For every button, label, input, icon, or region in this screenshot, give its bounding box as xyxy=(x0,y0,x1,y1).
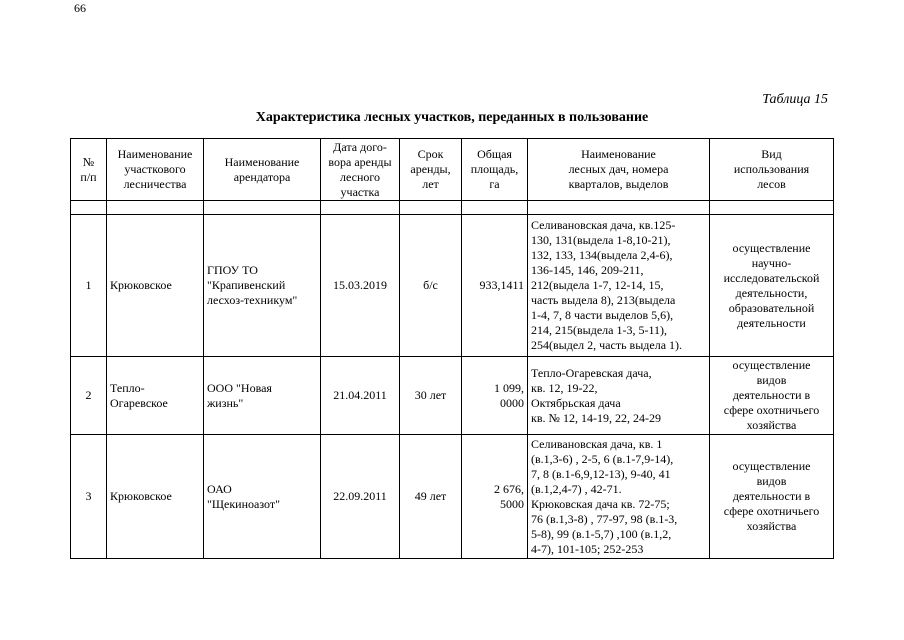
header-date: Дата дого- вора аренды лесного участка xyxy=(321,139,400,201)
row-date: 22.09.2011 xyxy=(321,435,400,559)
row-area: 933,1411 xyxy=(462,215,528,357)
row-term: б/с xyxy=(400,215,462,357)
row-use: осуществление видов деятельности в сфере охотничьего хозяйства xyxy=(710,435,834,559)
row-num: 3 xyxy=(71,435,107,559)
row-plots: Тепло-Огаревская дача, кв. 12, 19-22, Октябрьская дача кв. № 12, 14-19, 22, 24-29 xyxy=(528,357,710,435)
row-plots: Селивановская дача, кв. 1 (в.1,3-6) , 2-5, 6 (в.1-7,9-14), 7, 8 (в.1-6,9,12-13), 9-40, 41 (в.1,2,4-7) , 42-71. Крюковская дача кв. 72-75; 76 (в.1,3-8) , 77-97, 98 (в.1-3, 5-8), 99 (в.1-5,7) ,100 (в.1,2, 4-7), 101-105; 252-253 xyxy=(528,435,710,559)
page-number: 66 xyxy=(74,1,86,15)
header-plots: Наименование лесных дач, номера кварталов, выделов xyxy=(528,139,710,201)
row-tenant: ООО "Новая жизнь" xyxy=(204,357,321,435)
header-forestry: Наименование участкового лесничества xyxy=(107,139,204,201)
row-num: 1 xyxy=(71,215,107,357)
forest-plots-table xyxy=(70,138,834,559)
row-term: 49 лет xyxy=(400,435,462,559)
row-forestry: Крюковское xyxy=(107,215,204,357)
row-tenant: ОАО "Щекиноазот" xyxy=(204,435,321,559)
header-area: Общая площадь, га xyxy=(462,139,528,201)
spacer-row xyxy=(71,201,834,215)
table-label: Таблица 15 xyxy=(762,92,828,107)
table-row xyxy=(71,435,834,559)
header-use: Вид использования лесов xyxy=(710,139,834,201)
table-header-row xyxy=(71,139,834,201)
row-forestry: Крюковское xyxy=(107,435,204,559)
row-term: 30 лет xyxy=(400,357,462,435)
header-num: № п/п xyxy=(71,139,107,201)
row-date: 21.04.2011 xyxy=(321,357,400,435)
row-date: 15.03.2019 xyxy=(321,215,400,357)
row-forestry: Тепло- Огаревское xyxy=(107,357,204,435)
table-row xyxy=(71,215,834,357)
table-row xyxy=(71,357,834,435)
header-term: Срок аренды, лет xyxy=(400,139,462,201)
row-num: 2 xyxy=(71,357,107,435)
table-title: Характеристика лесных участков, переданных в пользование xyxy=(255,110,649,125)
header-tenant: Наименование арендатора xyxy=(204,139,321,201)
row-tenant: ГПОУ ТО "Крапивенский лесхоз-техникум" xyxy=(204,215,321,357)
row-plots: Селивановская дача, кв.125- 130, 131(выдела 1-8,10-21), 132, 133, 134(выдела 2,4-6), 136-145, 146, 209-211, 212(выдела 1-7, 12-14, 15, часть выдела 8), 213(выдела 1-4, 7, 8 части выделов 5,6), 214, 215(выдела 1-3, 5-11), 254(выдел 2, часть выдела 1). xyxy=(528,215,710,357)
row-use: осуществление видов деятельности в сфере охотничьего хозяйства xyxy=(710,357,834,435)
row-use: осуществление научно- исследовательской деятельности, образовательной деятельности xyxy=(710,215,834,357)
row-area: 2 676, 5000 xyxy=(462,435,528,559)
row-area: 1 099, 0000 xyxy=(462,357,528,435)
